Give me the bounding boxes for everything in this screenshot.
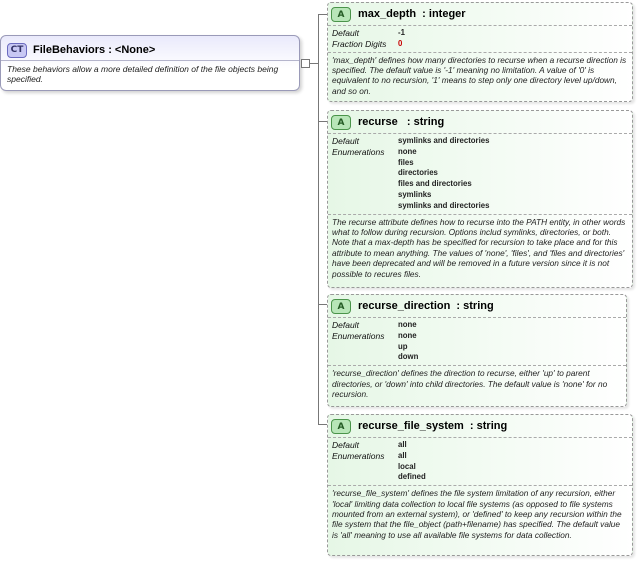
property-label bbox=[332, 190, 398, 201]
property-value: defined bbox=[398, 472, 426, 482]
property-label: Default bbox=[332, 136, 359, 146]
attribute-properties bbox=[328, 438, 632, 485]
property-label bbox=[332, 201, 398, 212]
attribute-icon: A bbox=[331, 419, 351, 434]
property-label: Default bbox=[332, 320, 359, 330]
property-label: Fraction Digits bbox=[332, 38, 387, 49]
property-value: none bbox=[398, 146, 417, 156]
property-value: down bbox=[398, 352, 419, 362]
connector-branch-recurse-file-system bbox=[318, 424, 327, 425]
attribute-recurse[interactable] bbox=[327, 110, 633, 288]
attribute-documentation: The recurse attribute defines how to recurse into the PATH entity, in other words what to follow during recursion. Options includ symlinks, directories, or both. Note that a max-depth has be specified for recursion to take place and for this attribute to mean anything. The values of 'none', 'files', and 'files and directories' have been deprecated and will be removed in a future version since it is not possible to recures files. bbox=[332, 216, 626, 279]
attribute-properties bbox=[328, 318, 626, 365]
property-label: Enumerations bbox=[332, 330, 385, 341]
attribute-properties bbox=[328, 134, 632, 214]
attribute-name: recurse_file_system : string bbox=[358, 420, 508, 432]
property-value: 0 bbox=[398, 38, 403, 48]
property-label: Default bbox=[332, 440, 359, 450]
connector-branch-recurse-direction bbox=[318, 304, 327, 305]
attribute-recurse-direction[interactable] bbox=[327, 294, 627, 407]
attribute-icon: A bbox=[331, 7, 351, 22]
property-label bbox=[332, 168, 398, 179]
complex-type-box[interactable] bbox=[0, 35, 300, 91]
property-label bbox=[332, 472, 398, 483]
connector-from-type bbox=[310, 63, 318, 64]
property-value: local bbox=[398, 461, 416, 471]
attribute-documentation: 'max_depth' defines how many directories to recurse when a recurse direction is specified. The default value is '-1' meaning no limitation. A value of '0' is equivalent to no recursion, '1' means to step only one directory level up/down, and so on. bbox=[332, 54, 627, 96]
attribute-documentation: 'recurse_file_system' defines the file system limitation of any recursion, either 'local' limiting data collection to local file systems (as opposed to file systems mounted from an external system), or 'defined' to keep any recursion within the file system that the file_object (path+filename) has specified. The default value is 'all' meaning to use all available file systems for data collection. bbox=[332, 488, 622, 540]
attribute-properties bbox=[328, 26, 632, 52]
property-value: none bbox=[398, 320, 417, 329]
property-label: Default bbox=[332, 28, 359, 38]
property-label bbox=[332, 352, 398, 363]
property-value: directories bbox=[398, 168, 438, 178]
complex-type-documentation: These behaviors allow a more detailed definition of the file objects being specified. bbox=[7, 64, 279, 84]
attribute-name: max_depth : integer bbox=[358, 8, 466, 20]
complex-type-title: FileBehaviors : <None> bbox=[33, 44, 156, 56]
property-value: symlinks and directories bbox=[398, 200, 490, 210]
property-label bbox=[332, 462, 398, 473]
attribute-recurse-file-system[interactable] bbox=[327, 414, 633, 556]
attribute-name: recurse : string bbox=[358, 116, 445, 128]
attribute-icon: A bbox=[331, 299, 351, 314]
property-value: symlinks and directories bbox=[398, 136, 490, 145]
property-value: files and directories bbox=[398, 179, 472, 189]
connector-trunk bbox=[318, 14, 319, 424]
property-value: all bbox=[398, 450, 407, 460]
attributes-connector-node[interactable] bbox=[301, 59, 310, 68]
attribute-icon: A bbox=[331, 115, 351, 130]
property-value: none bbox=[398, 330, 417, 340]
property-value: -1 bbox=[398, 28, 405, 37]
property-label: Enumerations bbox=[332, 450, 385, 461]
property-value: all bbox=[398, 440, 407, 449]
complex-type-separator bbox=[1, 60, 299, 61]
property-value: symlinks bbox=[398, 189, 432, 199]
property-value: files bbox=[398, 157, 414, 167]
attribute-documentation: 'recurse_direction' defines the direction to recurse, either 'up' to parent directories, or 'down' into child directories. The default value is 'none' for no recursion. bbox=[332, 368, 608, 399]
property-label bbox=[332, 342, 398, 353]
property-label bbox=[332, 158, 398, 169]
connector-branch-max-depth bbox=[318, 14, 327, 15]
connector-branch-recurse bbox=[318, 121, 327, 122]
property-label bbox=[332, 179, 398, 190]
attribute-name: recurse_direction : string bbox=[358, 300, 494, 312]
attribute-max-depth[interactable] bbox=[327, 2, 633, 102]
property-label: Enumerations bbox=[332, 146, 385, 157]
complex-type-header bbox=[7, 41, 155, 59]
complex-type-icon: CT bbox=[7, 43, 27, 58]
property-value: up bbox=[398, 341, 408, 351]
